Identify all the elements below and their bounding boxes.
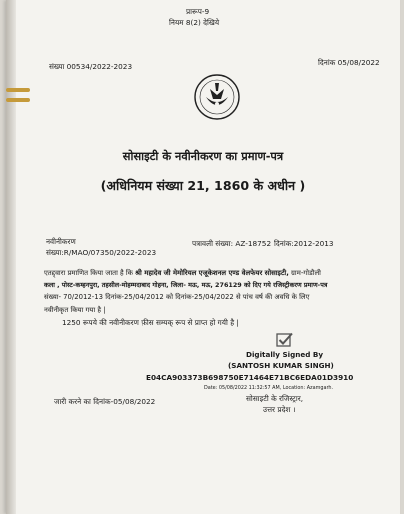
registrar-designation: सोसाइटी के रजिस्ट्रार, bbox=[246, 394, 304, 403]
renewal-date: दिनांक:2012-2013 bbox=[274, 239, 334, 248]
renewal-label: नवीनीकरण bbox=[46, 237, 76, 246]
society-name: श्री महादेव जी मेमोरियल एजूकेशनल एण्ड वेलफेयर सोसाइटी, bbox=[135, 269, 289, 277]
form-name: प्रारूप-9 bbox=[186, 7, 210, 16]
state-emblem-icon bbox=[193, 73, 241, 121]
certificate-body bbox=[44, 267, 384, 316]
state-name: उत्तर प्रदेश । bbox=[263, 405, 296, 414]
fee-statement: 1250 रूपये की नवीनीकरण फ़ीस सम्यक् रूप से प्राप्त हो गयी है | bbox=[62, 318, 239, 327]
signature-valid-check-icon bbox=[276, 332, 294, 348]
serial-number: संख्या 00534/2022-2023 bbox=[49, 62, 133, 71]
digitally-signed-label: Digitally Signed By bbox=[246, 350, 324, 359]
body-line-3: संख्या- 70/2012-13 दिनांक-25/04/2012 को दिनांक-25/04/2022 से पांच वर्ष की अवधि के लिए bbox=[44, 293, 310, 302]
renewal-number: संख्या:R/MAO/07350/2022-2023 bbox=[46, 248, 157, 257]
binding-thread bbox=[6, 98, 30, 102]
certificate-id: E04CA903373B698750E71464E71BC6EDA01D3910 bbox=[146, 373, 354, 382]
signature-meta: Date: 05/08/2022 11:32:57 AM, Location: Azamgarh. bbox=[204, 385, 334, 391]
signatory-name: (SANTOSH KUMAR SINGH) bbox=[228, 361, 334, 370]
village-name: ग्राम-गोडौली bbox=[291, 269, 321, 277]
header-date: दिनांक 05/08/2022 bbox=[318, 58, 380, 67]
page-edge bbox=[6, 0, 16, 514]
issue-date: जारी करने का दिनांक-05/08/2022 bbox=[54, 397, 156, 406]
body-line-2: कला , पोस्ट-कम्हनपुरा, तहसील-मोहम्मदाबाद गोहना, जिला- मऊ, मऊ, 276129 को दिए गये रजिस्ट्रीकरण प्रमाण-पत्र bbox=[44, 281, 328, 290]
certificate-subtitle: (अधिनियम संख्या 21, 1860 के अधीन ) bbox=[100, 178, 306, 193]
body-line-1 bbox=[44, 267, 384, 279]
body-intro: एतद्द्वारा प्रमाणित किया जाता है कि bbox=[44, 269, 133, 277]
rule-reference: नियम 8(2) देखिये bbox=[169, 18, 220, 27]
binding-thread bbox=[6, 88, 30, 92]
certificate-title: सोसाइटी के नवीनीकरण का प्रमाण-पत्र bbox=[122, 149, 284, 163]
certificate-page bbox=[6, 0, 400, 514]
file-number: पत्रावली संख्या: AZ-18752 bbox=[192, 239, 272, 248]
body-line-4: नवीनीकृत किया गया है | bbox=[44, 305, 106, 314]
